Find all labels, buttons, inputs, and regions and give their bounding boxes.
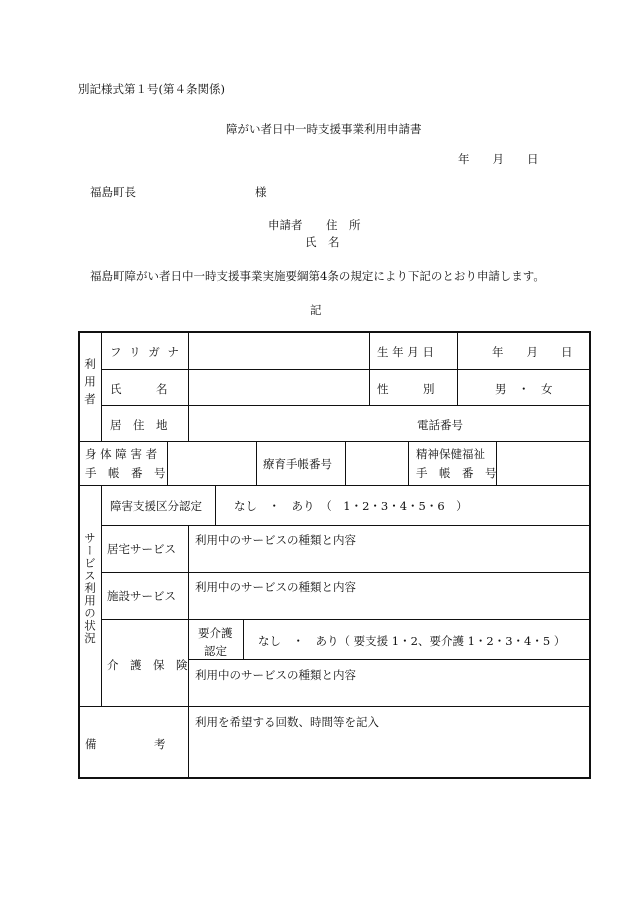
form-number: 別記様式第１号(第４条関係) (78, 82, 225, 96)
service-section-label: サービス利用の状況 (83, 532, 97, 645)
care-insurance-label: 介 護 保 険 (107, 658, 188, 672)
ki-label: 記 (310, 303, 322, 317)
birth-date-label: 生 年 月 日 (377, 345, 434, 359)
home-service-label: 居宅サービス (107, 542, 176, 556)
disability-support-options: なし ・ あり （ 1・2・3・4・5・6 ） (234, 499, 468, 513)
addressee-suffix: 様 (255, 185, 267, 199)
facility-service-content: 利用中のサービスの種類と内容 (195, 580, 356, 594)
user-section-label: 利用者 (83, 358, 97, 411)
disability-support-label: 障害支援区分認定 (110, 499, 202, 513)
residence-label: 居 住 地 (110, 418, 168, 432)
ryoiku-cert-label: 療育手帳番号 (263, 457, 332, 471)
mental-cert-line1: 精神保健福祉 (416, 447, 485, 461)
birth-date-value: 年 月 日 (492, 345, 573, 359)
address-label: 住 所 (326, 218, 361, 232)
physical-cert-line2: 手 帳 番 号 (85, 466, 166, 480)
date-line: 年 月 日 (458, 152, 539, 166)
applicant-label: 申請者 (268, 218, 303, 232)
home-service-content: 利用中のサービスの種類と内容 (195, 533, 356, 547)
name-field-label: 氏 名 (110, 382, 168, 396)
remarks-label: 備 考 (85, 737, 166, 751)
care-cert-line1: 要介護 (198, 626, 233, 640)
facility-service-label: 施設サービス (107, 589, 176, 603)
care-service-content: 利用中のサービスの種類と内容 (195, 668, 356, 682)
care-cert-line2: 認定 (204, 644, 227, 658)
phone-label: 電話番号 (417, 418, 463, 432)
name-label: 氏 名 (305, 235, 340, 249)
addressee: 福島町長 (90, 185, 136, 199)
mental-cert-line2: 手 帳 番 号 (416, 466, 497, 480)
furigana-label: フ リ ガ ナ (110, 345, 181, 359)
body-text: 福島町障がい者日中一時支援事業実施要綱第4条の規定により下記のとおり申請します。 (90, 269, 545, 283)
remarks-hint: 利用を希望する回数、時間等を記入 (195, 715, 379, 729)
document-title: 障がい者日中一時支援事業利用申請書 (226, 122, 422, 136)
sex-options: 男 ・ 女 (495, 382, 553, 396)
sex-label: 性 別 (377, 382, 435, 396)
physical-cert-line1: 身 体 障 害 者 (85, 447, 158, 461)
care-cert-options: なし ・ あり（ 要支援 1・2、要介護 1・2・3・4・5 ） (258, 634, 566, 648)
